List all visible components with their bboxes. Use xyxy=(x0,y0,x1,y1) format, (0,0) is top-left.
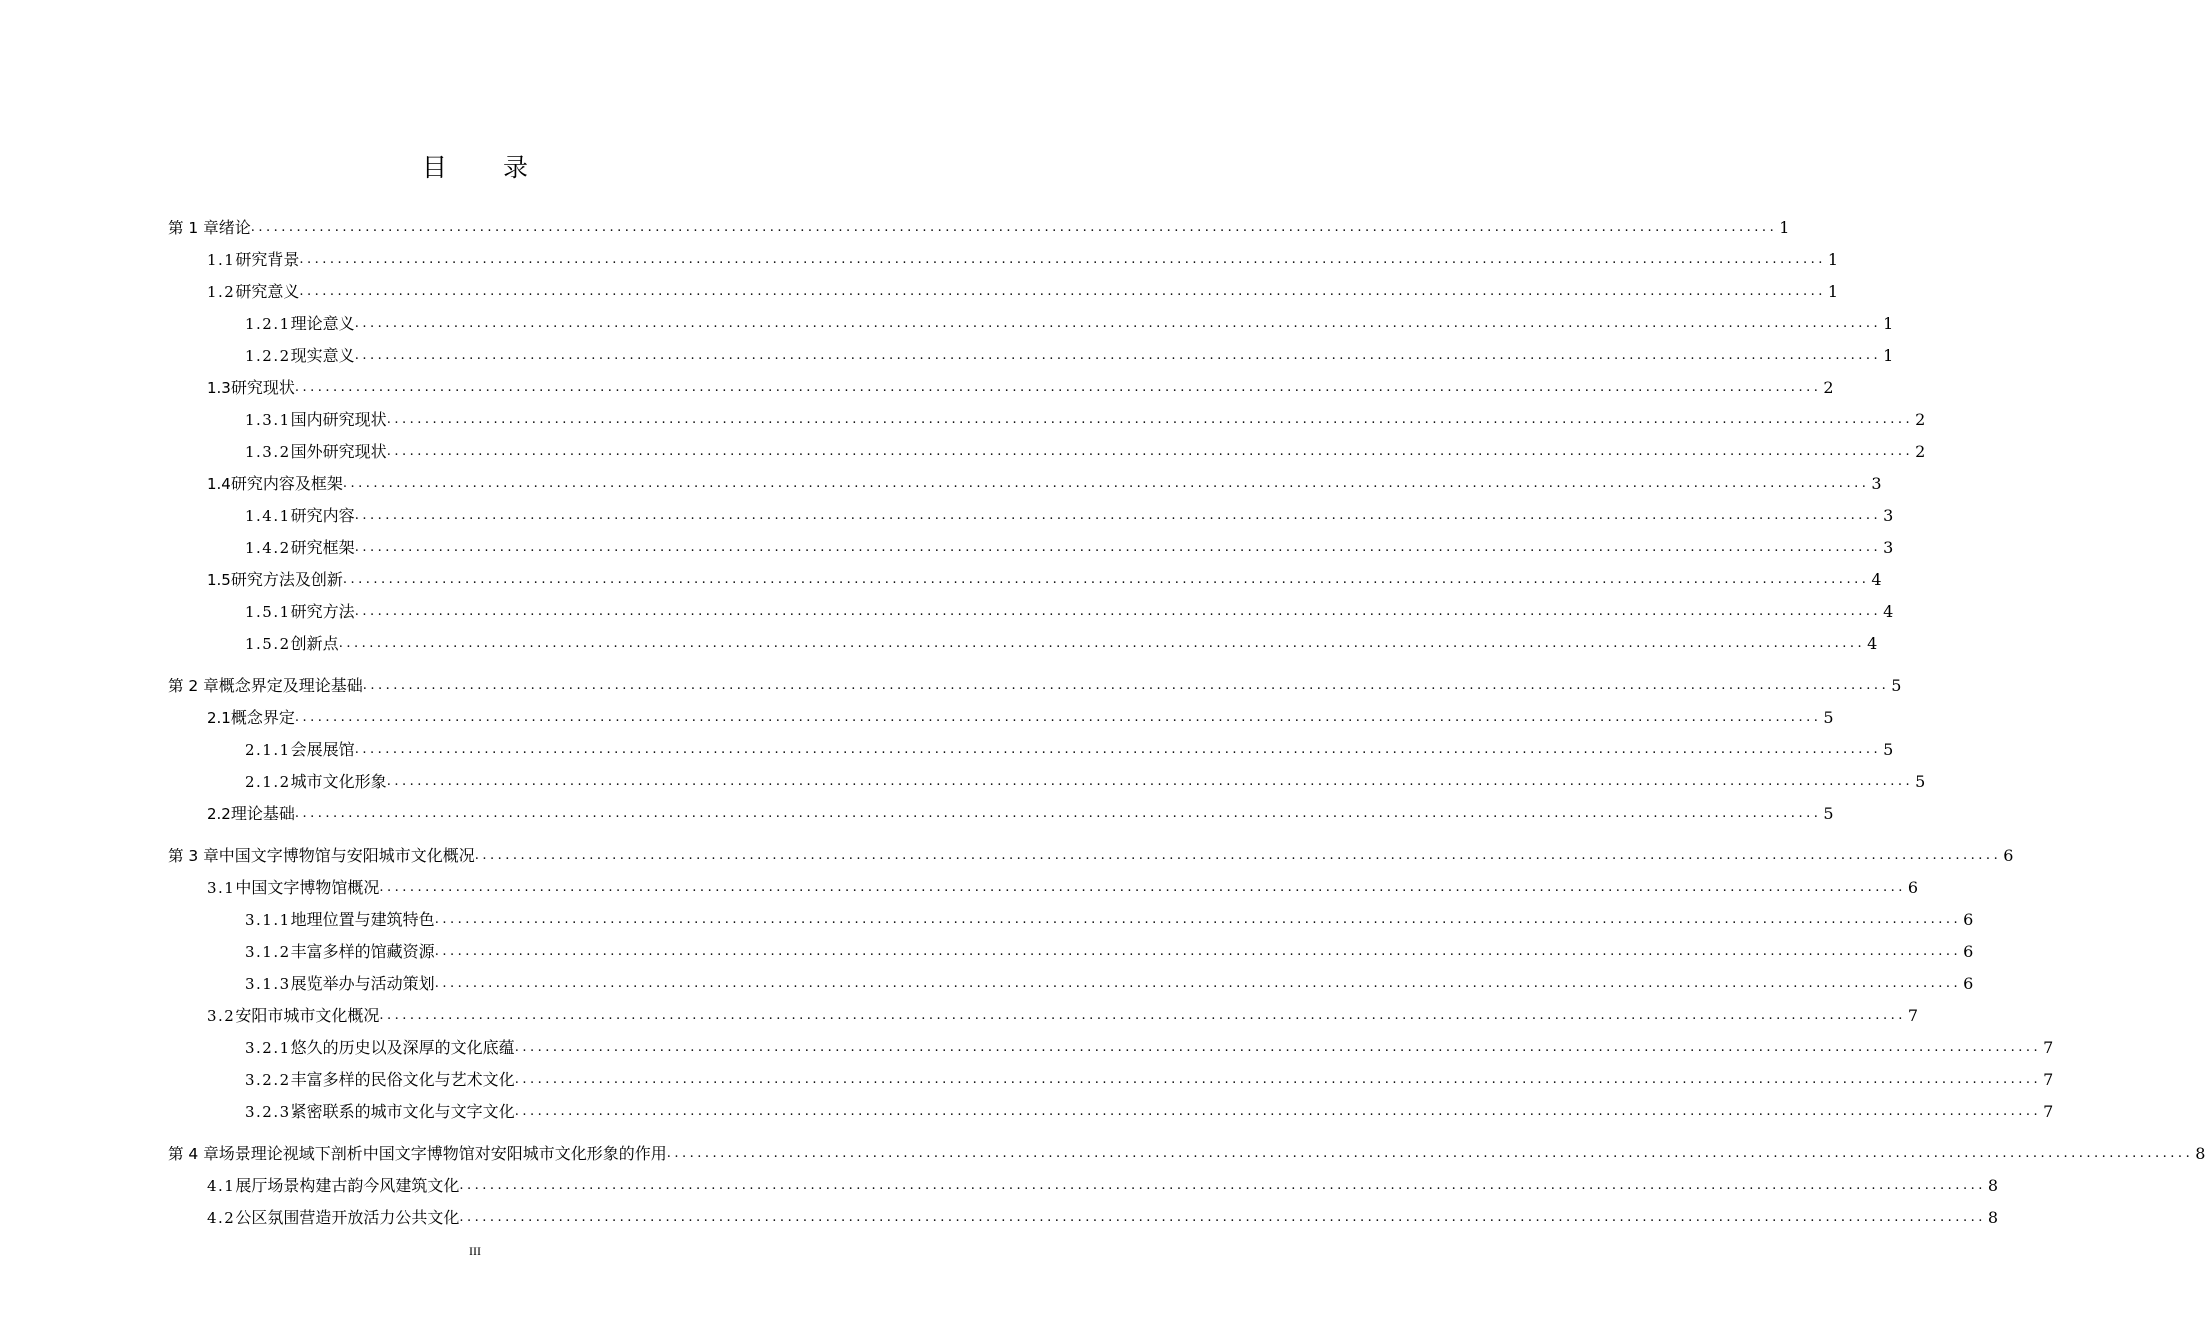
toc-entry-page: 8 xyxy=(1987,1176,1999,1195)
toc-entry-page: 1 xyxy=(1827,250,1839,269)
toc-entry[interactable] xyxy=(245,340,1894,366)
toc-entry-title: 创新点 xyxy=(290,634,339,653)
toc-entry[interactable] xyxy=(245,904,1974,930)
toc-entry-title: 概念界定及理论基础 xyxy=(218,676,363,695)
toc-entry[interactable] xyxy=(245,1064,2054,1090)
title-char-1: 目 xyxy=(421,153,447,182)
dot-leader: ........................................................................................................................................................................................................ xyxy=(514,1072,2042,1087)
toc-entry-title: 展厅场景构建古韵今风建筑文化 xyxy=(235,1176,460,1195)
toc-entry-page: 8 xyxy=(1987,1208,1999,1227)
toc-entry-title: 研究内容及框架 xyxy=(230,474,343,493)
dot-leader: ........................................................................................................................................................................................................ xyxy=(362,678,1890,693)
toc-entry-number: 4.2 xyxy=(207,1209,236,1227)
toc-entry-page: 4 xyxy=(1867,634,1878,653)
dot-leader: ........................................................................................................................................................................................................ xyxy=(666,1146,2194,1161)
toc-entry-title: 丰富多样的馆藏资源 xyxy=(290,942,435,961)
toc-entry-number: 3.2.2 xyxy=(245,1071,291,1089)
toc-entry[interactable] xyxy=(207,702,1834,728)
toc-entry-title: 概念界定 xyxy=(230,708,295,727)
toc-entry-page: 1 xyxy=(1883,314,1894,333)
toc-entry-number: 1.5 xyxy=(207,571,231,589)
dot-leader: ........................................................................................................................................................................................................ xyxy=(354,348,1882,363)
toc-entry-title: 国外研究现状 xyxy=(290,442,387,461)
toc-entry[interactable] xyxy=(245,968,1974,994)
toc-entry-number: 1.1 xyxy=(207,251,236,269)
toc-entry[interactable] xyxy=(207,1170,1999,1196)
toc-entry-number: 1.3.2 xyxy=(245,443,291,461)
toc-entry-title: 城市文化形象 xyxy=(290,772,387,791)
toc-entry-number: 第 4 章 xyxy=(168,1145,219,1163)
dot-leader: ........................................................................................................................................................................................................ xyxy=(514,1104,2042,1119)
toc-entry-title: 国内研究现状 xyxy=(290,410,387,429)
toc-entry[interactable] xyxy=(207,276,1839,302)
toc-entry[interactable] xyxy=(245,1096,2054,1122)
toc-entry-number: 1.3.1 xyxy=(245,411,291,429)
toc-entry-title: 悠久的历史以及深厚的文化底蕴 xyxy=(290,1038,515,1057)
toc-entry[interactable] xyxy=(245,404,1926,430)
toc-entry-number: 1.5.2 xyxy=(245,635,291,653)
toc-entry-page: 7 xyxy=(2043,1102,2054,1121)
toc-entry[interactable] xyxy=(207,372,1834,398)
toc-entry[interactable] xyxy=(245,734,1894,760)
toc-entry-number: 1.2.1 xyxy=(245,315,291,333)
dot-leader: ........................................................................................................................................................................................................ xyxy=(342,572,1870,587)
toc-entry-title: 丰富多样的民俗文化与艺术文化 xyxy=(290,1070,515,1089)
toc-entry-title: 安阳市城市文化概况 xyxy=(235,1006,380,1025)
toc-entry-title: 紧密联系的城市文化与文字文化 xyxy=(290,1102,515,1121)
toc-entry-number: 1.4.1 xyxy=(245,507,291,525)
toc-entry-page: 3 xyxy=(1883,538,1894,557)
toc-entry-page: 5 xyxy=(1883,740,1894,759)
dot-leader: ........................................................................................................................................................................................................ xyxy=(294,710,1822,725)
toc-entry[interactable] xyxy=(207,468,1882,494)
toc-entry-page: 6 xyxy=(1907,878,1919,897)
toc-entry-page: 7 xyxy=(1907,1006,1919,1025)
toc-entry-page: 1 xyxy=(1827,282,1839,301)
toc-entry-page: 8 xyxy=(2195,1144,2205,1163)
dot-leader: ........................................................................................................................................................................................................ xyxy=(354,508,1882,523)
toc-entry-title: 绪论 xyxy=(218,218,251,237)
toc-entry[interactable] xyxy=(207,872,1919,898)
dot-leader: ........................................................................................................................................................................................................ xyxy=(338,636,1866,651)
toc-entry[interactable] xyxy=(245,532,1894,558)
toc-entry-number: 1.2.2 xyxy=(245,347,291,365)
toc-entry-title: 研究方法及创新 xyxy=(230,570,343,589)
toc-entry-page: 5 xyxy=(1891,676,1902,695)
toc-entry-page: 3 xyxy=(1883,506,1894,525)
toc-entry-page: 3 xyxy=(1871,474,1882,493)
toc-entry[interactable] xyxy=(245,436,1926,462)
dot-leader: ........................................................................................................................................................................................................ xyxy=(379,1008,1906,1023)
toc-entry-page: 6 xyxy=(1963,974,1974,993)
toc-entry[interactable] xyxy=(245,596,1894,622)
dot-leader: ........................................................................................................................................................................................................ xyxy=(294,806,1822,821)
dot-leader: ........................................................................................................................................................................................................ xyxy=(434,912,1962,927)
dot-leader: ........................................................................................................................................................................................................ xyxy=(434,976,1962,991)
toc-entry-number: 1.4 xyxy=(207,475,231,493)
dot-leader: ........................................................................................................................................................................................................ xyxy=(354,604,1882,619)
dot-leader: ........................................................................................................................................................................................................ xyxy=(379,880,1906,895)
toc-entry-title: 中国文字博物馆与安阳城市文化概况 xyxy=(218,846,475,865)
toc-entry[interactable] xyxy=(168,212,1790,238)
toc-entry-number: 第 1 章 xyxy=(168,219,219,237)
toc-entry-page: 5 xyxy=(1823,708,1834,727)
title-char-2: 录 xyxy=(503,153,529,182)
toc-entry-number: 1.5.1 xyxy=(245,603,291,621)
dot-leader: ........................................................................................................................................................................................................ xyxy=(354,316,1882,331)
toc-entry-page: 4 xyxy=(1883,602,1894,621)
dot-leader: ........................................................................................................................................................................................................ xyxy=(474,848,2002,863)
toc-entry[interactable] xyxy=(245,936,1974,962)
toc-entry[interactable] xyxy=(207,1000,1919,1026)
toc-entry[interactable] xyxy=(207,564,1882,590)
toc-entry-number: 2.1.1 xyxy=(245,741,291,759)
toc-entry-title: 理论意义 xyxy=(290,314,355,333)
toc-entry-number: 3.1 xyxy=(207,879,236,897)
toc-entry-page: 1 xyxy=(1883,346,1894,365)
toc-entry-number: 3.2.1 xyxy=(245,1039,291,1057)
toc-entry-title: 研究背景 xyxy=(235,250,300,269)
toc-entry-page: 5 xyxy=(1823,804,1834,823)
dot-leader: ........................................................................................................................................................................................................ xyxy=(386,444,1914,459)
toc-entry-title: 会展展馆 xyxy=(290,740,355,759)
dot-leader: ........................................................................................................................................................................................................ xyxy=(514,1040,2042,1055)
toc-entry-number: 2.1 xyxy=(207,709,231,727)
toc-entry-title: 地理位置与建筑特色 xyxy=(290,910,435,929)
toc-entry-number: 2.2 xyxy=(207,805,231,823)
toc-entry[interactable] xyxy=(207,1202,1999,1228)
toc-entry-number: 3.1.1 xyxy=(245,911,291,929)
dot-leader: ........................................................................................................................................................................................................ xyxy=(299,284,1826,299)
toc-entry-number: 1.3 xyxy=(207,379,231,397)
toc-entry-title: 公区氛围营造开放活力公共文化 xyxy=(235,1208,460,1227)
toc-entry[interactable] xyxy=(245,1032,2054,1058)
dot-leader: ........................................................................................................................................................................................................ xyxy=(354,742,1882,757)
dot-leader: ........................................................................................................................................................................................................ xyxy=(386,774,1914,789)
toc-entry-number: 3.1.2 xyxy=(245,943,291,961)
toc-entry-number: 4.1 xyxy=(207,1177,236,1195)
toc-entry-number: 1.2 xyxy=(207,283,236,301)
toc-entry-title: 研究方法 xyxy=(290,602,355,621)
toc-entry-page: 6 xyxy=(2003,846,2014,865)
toc-entry[interactable] xyxy=(207,244,1839,270)
dot-leader: ........................................................................................................................................................................................................ xyxy=(294,380,1822,395)
toc-entry-title: 研究内容 xyxy=(290,506,355,525)
toc-entry-number: 3.2.3 xyxy=(245,1103,291,1121)
dot-leader: ........................................................................................................................................................................................................ xyxy=(250,220,1778,235)
toc-entry-page: 5 xyxy=(1915,772,1926,791)
toc-entry-page: 6 xyxy=(1963,942,1974,961)
dot-leader: ........................................................................................................................................................................................................ xyxy=(386,412,1914,427)
dot-leader: ........................................................................................................................................................................................................ xyxy=(459,1178,1986,1193)
toc-entry[interactable] xyxy=(245,766,1926,792)
toc-entry[interactable] xyxy=(245,308,1894,334)
toc-entry-title: 研究框架 xyxy=(290,538,355,557)
dot-leader: ........................................................................................................................................................................................................ xyxy=(342,476,1870,491)
toc-entry-title: 场景理论视域下剖析中国文字博物馆对安阳城市文化形象的作用 xyxy=(218,1144,667,1163)
toc-entry-title: 研究意义 xyxy=(235,282,300,301)
toc-entry[interactable] xyxy=(168,1138,2205,1164)
page-number: III xyxy=(469,1244,481,1258)
dot-leader: ........................................................................................................................................................................................................ xyxy=(434,944,1962,959)
toc-entry-page: 1 xyxy=(1779,218,1790,237)
toc-entry-title: 中国文字博物馆概况 xyxy=(235,878,380,897)
toc-entry-page: 6 xyxy=(1963,910,1974,929)
dot-leader: ........................................................................................................................................................................................................ xyxy=(459,1210,1986,1225)
toc-entry[interactable] xyxy=(168,670,1902,696)
toc-entry[interactable] xyxy=(245,500,1894,526)
toc-entry-page: 2 xyxy=(1915,410,1926,429)
toc-entry-number: 3.1.3 xyxy=(245,975,291,993)
toc-entry-title: 现实意义 xyxy=(290,346,355,365)
toc-entry-number: 1.4.2 xyxy=(245,539,291,557)
toc-entry-page: 7 xyxy=(2043,1070,2054,1089)
dot-leader: ........................................................................................................................................................................................................ xyxy=(354,540,1882,555)
toc-entry-number: 3.2 xyxy=(207,1007,236,1025)
toc-entry[interactable] xyxy=(207,798,1834,824)
page-title xyxy=(0,148,950,184)
toc-entry-page: 4 xyxy=(1871,570,1882,589)
toc-entry-title: 理论基础 xyxy=(230,804,295,823)
dot-leader: ........................................................................................................................................................................................................ xyxy=(299,252,1826,267)
toc-entry[interactable] xyxy=(245,628,1878,654)
toc-entry[interactable] xyxy=(168,840,2014,866)
toc-entry-page: 2 xyxy=(1915,442,1926,461)
toc-entry-number: 第 2 章 xyxy=(168,677,219,695)
toc-entry-number: 2.1.2 xyxy=(245,773,291,791)
toc-entry-title: 展览举办与活动策划 xyxy=(290,974,435,993)
toc-entry-page: 2 xyxy=(1823,378,1834,397)
toc-entry-number: 第 3 章 xyxy=(168,847,219,865)
toc-entry-page: 7 xyxy=(2043,1038,2054,1057)
toc-entry-title: 研究现状 xyxy=(230,378,295,397)
